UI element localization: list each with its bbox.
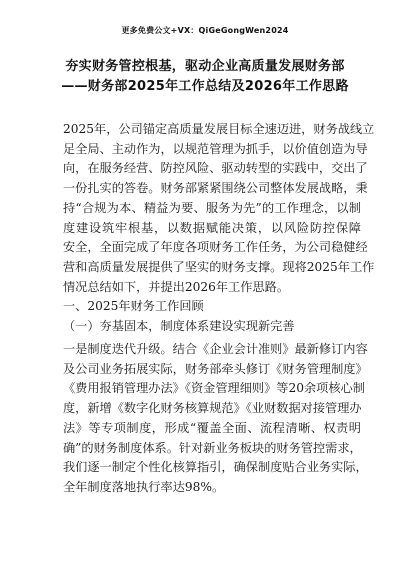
paragraph-line: 《费用报销管理办法》《资金管理细则》等20余项核心制 [63, 381, 365, 396]
paragraph-line: 情况总结如下，并提出2026年工作思路。 [63, 279, 290, 294]
paragraph-line: 持“合规为本、精益为要、服务为先”的工作理念，以制 [63, 200, 361, 215]
intro-paragraph [63, 120, 375, 297]
section-heading: 一、2025年财务工作回顾 [63, 299, 204, 313]
paragraph-line: 我们逐一制定个性化核算指引，确保制度贴合业务实际， [63, 460, 368, 475]
paragraph-line: 安全，全面完成了年度各项财务工作任务，为公司稳健经 [63, 240, 368, 255]
paragraph-line: 2025年，公司锚定高质量发展目标全速迈进，财务战线立 [63, 122, 375, 136]
paragraph-line: 度，新增《数字化财务核算规范》《业财数据对接管理办 [63, 401, 362, 416]
paragraph-line: 及公司业务拓展实际，财务部牵头修订《财务管理制度》 [63, 361, 368, 376]
paragraph-line: 法》等专项制度，形成“覆盖全面、流程清晰、权责明 [63, 420, 361, 435]
paragraph-line: 营和高质量发展提供了坚实的财务支撑。现将2025年工作 [63, 259, 375, 274]
header-note: 更多免费公文+VX：QiGeGongWen2024 [121, 26, 289, 35]
paragraph-line: 一是制度迭代升级。结合《企业会计准则》最新修订内容 [63, 342, 368, 356]
paragraph-line: 度建设筑牢根基，以数据赋能决策，以风险防控保障 [63, 220, 361, 235]
paragraph-line: 一份扎实的答卷。财务部紧紧围绕公司整体发展战略，秉 [63, 181, 368, 196]
subsection-heading: （一）夯基固本，制度体系建设实现新完善 [63, 319, 295, 333]
paragraph-line: 足全局、主动作为，以规范管理为抓手，以价值创造为导 [63, 141, 368, 156]
document-title-line-1: 夯实财务管控根基，驱动企业高质量发展财务部 [65, 59, 345, 74]
paragraph-line: 确”的财务制度体系。针对新业务板块的财务管控需求， [63, 440, 362, 455]
paragraph-line: 全年制度落地执行率达98%。 [63, 479, 225, 494]
paragraph-line: 向，在服务经营、防控风险、驱动转型的实践中，交出了 [63, 161, 368, 176]
detail-paragraph [63, 340, 368, 498]
document-title-line-2: ——财务部2025年工作总结及2026年工作思路 [61, 79, 349, 94]
